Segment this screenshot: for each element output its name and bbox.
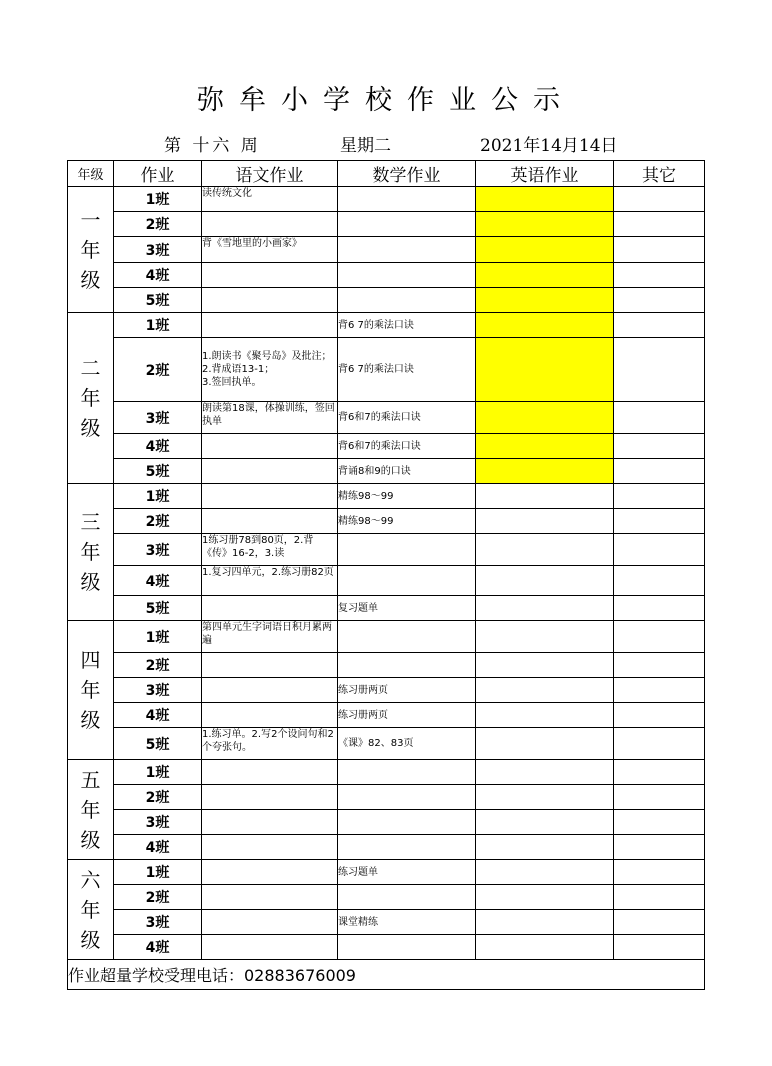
- other-homework-cell: [614, 338, 705, 402]
- table-row: [68, 237, 705, 263]
- other-homework-cell: [614, 810, 705, 835]
- english-homework-cell: [476, 785, 614, 810]
- math-homework-cell: 复习题单: [338, 596, 476, 621]
- other-homework-cell: [614, 596, 705, 621]
- homework-table: [67, 160, 705, 990]
- chinese-homework-cell: 1.练习单。2.写2个设问句和2个夸张句。: [202, 728, 338, 760]
- table-row: [68, 212, 705, 237]
- table-row: [68, 935, 705, 960]
- chinese-homework-cell: [202, 835, 338, 860]
- math-homework-cell: [338, 785, 476, 810]
- table-row: [68, 653, 705, 678]
- other-homework-cell: [614, 785, 705, 810]
- other-homework-cell: [614, 835, 705, 860]
- other-homework-cell: [614, 237, 705, 263]
- class-label: 5班: [114, 288, 202, 313]
- math-homework-cell: 背6 7的乘法口诀: [338, 313, 476, 338]
- table-row: [68, 484, 705, 509]
- chinese-homework-cell: 1.朗读书《聚号岛》及批注； 2.背成语13-1； 3.签回执单。: [202, 338, 338, 402]
- english-homework-cell: [476, 910, 614, 935]
- table-row: [68, 860, 705, 885]
- chinese-homework-cell: [202, 288, 338, 313]
- math-homework-cell: [338, 760, 476, 785]
- table-row: [68, 288, 705, 313]
- table-row: [68, 810, 705, 835]
- class-label: 3班: [114, 678, 202, 703]
- other-homework-cell: [614, 621, 705, 653]
- english-homework-cell: [476, 237, 614, 263]
- class-label: 4班: [114, 835, 202, 860]
- chinese-homework-cell: [202, 509, 338, 534]
- math-homework-cell: [338, 835, 476, 860]
- table-row: [68, 263, 705, 288]
- english-homework-cell: [476, 860, 614, 885]
- english-homework-cell: [476, 459, 614, 484]
- grade-one-label: 一 年 级: [68, 187, 114, 313]
- header-other: 其它: [614, 161, 705, 187]
- other-homework-cell: [614, 402, 705, 434]
- footer-row: [68, 960, 705, 990]
- table-row: [68, 885, 705, 910]
- english-homework-cell: [476, 566, 614, 596]
- header-english: 英语作业: [476, 161, 614, 187]
- class-label: 1班: [114, 484, 202, 509]
- chinese-homework-cell: 1练习册78到80页，2.背《传》16-2，3.读: [202, 534, 338, 566]
- class-label: 4班: [114, 703, 202, 728]
- other-homework-cell: [614, 313, 705, 338]
- other-homework-cell: [614, 653, 705, 678]
- math-homework-cell: [338, 566, 476, 596]
- class-label: 3班: [114, 534, 202, 566]
- other-homework-cell: [614, 263, 705, 288]
- other-homework-cell: [614, 509, 705, 534]
- english-homework-cell: [476, 402, 614, 434]
- other-homework-cell: [614, 288, 705, 313]
- date-label: 2021年14月14日: [480, 136, 618, 156]
- english-homework-cell: [476, 338, 614, 402]
- chinese-homework-cell: [202, 596, 338, 621]
- english-homework-cell: [476, 534, 614, 566]
- table-row: [68, 187, 705, 212]
- english-homework-cell: [476, 596, 614, 621]
- header-math: 数学作业: [338, 161, 476, 187]
- english-homework-cell: [476, 835, 614, 860]
- chinese-homework-cell: [202, 678, 338, 703]
- english-homework-cell: [476, 509, 614, 534]
- other-homework-cell: [614, 566, 705, 596]
- other-homework-cell: [614, 760, 705, 785]
- english-homework-cell: [476, 187, 614, 212]
- chinese-homework-cell: 读传统文化: [202, 187, 338, 212]
- grade-five-label: 五 年 级: [68, 760, 114, 860]
- table-row: [68, 338, 705, 402]
- english-homework-cell: [476, 728, 614, 760]
- table-row: [68, 596, 705, 621]
- english-homework-cell: [476, 885, 614, 910]
- class-label: 4班: [114, 935, 202, 960]
- class-label: 2班: [114, 338, 202, 402]
- other-homework-cell: [614, 728, 705, 760]
- math-homework-cell: 练习册两页: [338, 703, 476, 728]
- math-homework-cell: [338, 263, 476, 288]
- other-homework-cell: [614, 459, 705, 484]
- grade-three-label: 三 年 级: [68, 484, 114, 621]
- math-homework-cell: 背诵8和9的口诀: [338, 459, 476, 484]
- class-label: 2班: [114, 785, 202, 810]
- chinese-homework-cell: [202, 263, 338, 288]
- english-homework-cell: [476, 484, 614, 509]
- table-row: [68, 534, 705, 566]
- english-homework-cell: [476, 621, 614, 653]
- table-row: [68, 434, 705, 459]
- chinese-homework-cell: [202, 653, 338, 678]
- math-homework-cell: 课堂精练: [338, 910, 476, 935]
- chinese-homework-cell: [202, 810, 338, 835]
- other-homework-cell: [614, 212, 705, 237]
- other-homework-cell: [614, 434, 705, 459]
- header-grade: 年级: [68, 161, 114, 187]
- table-row: [68, 835, 705, 860]
- math-homework-cell: [338, 885, 476, 910]
- class-label: 1班: [114, 187, 202, 212]
- class-label: 3班: [114, 810, 202, 835]
- table-row: [68, 678, 705, 703]
- header-chinese: 语文作业: [202, 161, 338, 187]
- english-homework-cell: [476, 313, 614, 338]
- math-homework-cell: 精练98～99: [338, 509, 476, 534]
- class-label: 5班: [114, 459, 202, 484]
- chinese-homework-cell: [202, 785, 338, 810]
- table-row: [68, 566, 705, 596]
- math-homework-cell: 背6 7的乘法口诀: [338, 338, 476, 402]
- week-label: 第 十六 周: [164, 136, 261, 156]
- english-homework-cell: [476, 434, 614, 459]
- table-row: [68, 313, 705, 338]
- class-label: 4班: [114, 263, 202, 288]
- chinese-homework-cell: 朗读第18课，体操训练，签回执单: [202, 402, 338, 434]
- other-homework-cell: [614, 910, 705, 935]
- math-homework-cell: 练习册两页: [338, 678, 476, 703]
- math-homework-cell: 背6和7的乘法口诀: [338, 402, 476, 434]
- chinese-homework-cell: [202, 935, 338, 960]
- math-homework-cell: [338, 534, 476, 566]
- chinese-homework-cell: 1.复习四单元，2.练习册82页: [202, 566, 338, 596]
- other-homework-cell: [614, 703, 705, 728]
- chinese-homework-cell: [202, 703, 338, 728]
- table-row: [68, 910, 705, 935]
- chinese-homework-cell: [202, 885, 338, 910]
- class-label: 3班: [114, 402, 202, 434]
- other-homework-cell: [614, 860, 705, 885]
- table-row: [68, 621, 705, 653]
- class-label: 1班: [114, 621, 202, 653]
- math-homework-cell: [338, 653, 476, 678]
- class-label: 2班: [114, 509, 202, 534]
- math-homework-cell: 精练98～99: [338, 484, 476, 509]
- class-label: 4班: [114, 566, 202, 596]
- chinese-homework-cell: [202, 313, 338, 338]
- class-label: 2班: [114, 653, 202, 678]
- weekday-label: 星期二: [340, 136, 391, 156]
- class-label: 1班: [114, 860, 202, 885]
- header-row: [68, 161, 705, 187]
- chinese-homework-cell: 第四单元生字词语日积月累两遍: [202, 621, 338, 653]
- english-homework-cell: [476, 653, 614, 678]
- english-homework-cell: [476, 760, 614, 785]
- math-homework-cell: [338, 187, 476, 212]
- english-homework-cell: [476, 288, 614, 313]
- math-homework-cell: [338, 212, 476, 237]
- table-row: [68, 785, 705, 810]
- other-homework-cell: [614, 484, 705, 509]
- english-homework-cell: [476, 935, 614, 960]
- math-homework-cell: 练习题单: [338, 860, 476, 885]
- other-homework-cell: [614, 187, 705, 212]
- class-label: 5班: [114, 596, 202, 621]
- chinese-homework-cell: [202, 760, 338, 785]
- chinese-homework-cell: [202, 212, 338, 237]
- class-label: 1班: [114, 313, 202, 338]
- other-homework-cell: [614, 534, 705, 566]
- class-label: 2班: [114, 885, 202, 910]
- chinese-homework-cell: [202, 434, 338, 459]
- english-homework-cell: [476, 703, 614, 728]
- other-homework-cell: [614, 678, 705, 703]
- english-homework-cell: [476, 212, 614, 237]
- complaint-hotline: 作业超量学校受理电话：02883676009: [68, 960, 705, 990]
- english-homework-cell: [476, 678, 614, 703]
- page-title: 弥牟小学校作业公示: [197, 85, 575, 116]
- grade-six-label: 六 年 级: [68, 860, 114, 960]
- chinese-homework-cell: 背《雪地里的小画家》: [202, 237, 338, 263]
- table-row: [68, 760, 705, 785]
- class-label: 5班: [114, 728, 202, 760]
- other-homework-cell: [614, 935, 705, 960]
- math-homework-cell: [338, 288, 476, 313]
- table-row: [68, 509, 705, 534]
- header-homework: 作业: [114, 161, 202, 187]
- table-row: [68, 459, 705, 484]
- english-homework-cell: [476, 263, 614, 288]
- table-row: [68, 703, 705, 728]
- grade-two-label: 二 年 级: [68, 313, 114, 484]
- table-row: [68, 728, 705, 760]
- chinese-homework-cell: [202, 459, 338, 484]
- table-row: [68, 402, 705, 434]
- math-homework-cell: [338, 621, 476, 653]
- math-homework-cell: [338, 237, 476, 263]
- math-homework-cell: 背6和7的乘法口诀: [338, 434, 476, 459]
- class-label: 3班: [114, 237, 202, 263]
- english-homework-cell: [476, 810, 614, 835]
- class-label: 3班: [114, 910, 202, 935]
- chinese-homework-cell: [202, 484, 338, 509]
- math-homework-cell: 《课》82、83页: [338, 728, 476, 760]
- class-label: 2班: [114, 212, 202, 237]
- other-homework-cell: [614, 885, 705, 910]
- chinese-homework-cell: [202, 860, 338, 885]
- math-homework-cell: [338, 935, 476, 960]
- class-label: 4班: [114, 434, 202, 459]
- grade-four-label: 四 年 级: [68, 621, 114, 760]
- chinese-homework-cell: [202, 910, 338, 935]
- class-label: 1班: [114, 760, 202, 785]
- math-homework-cell: [338, 810, 476, 835]
